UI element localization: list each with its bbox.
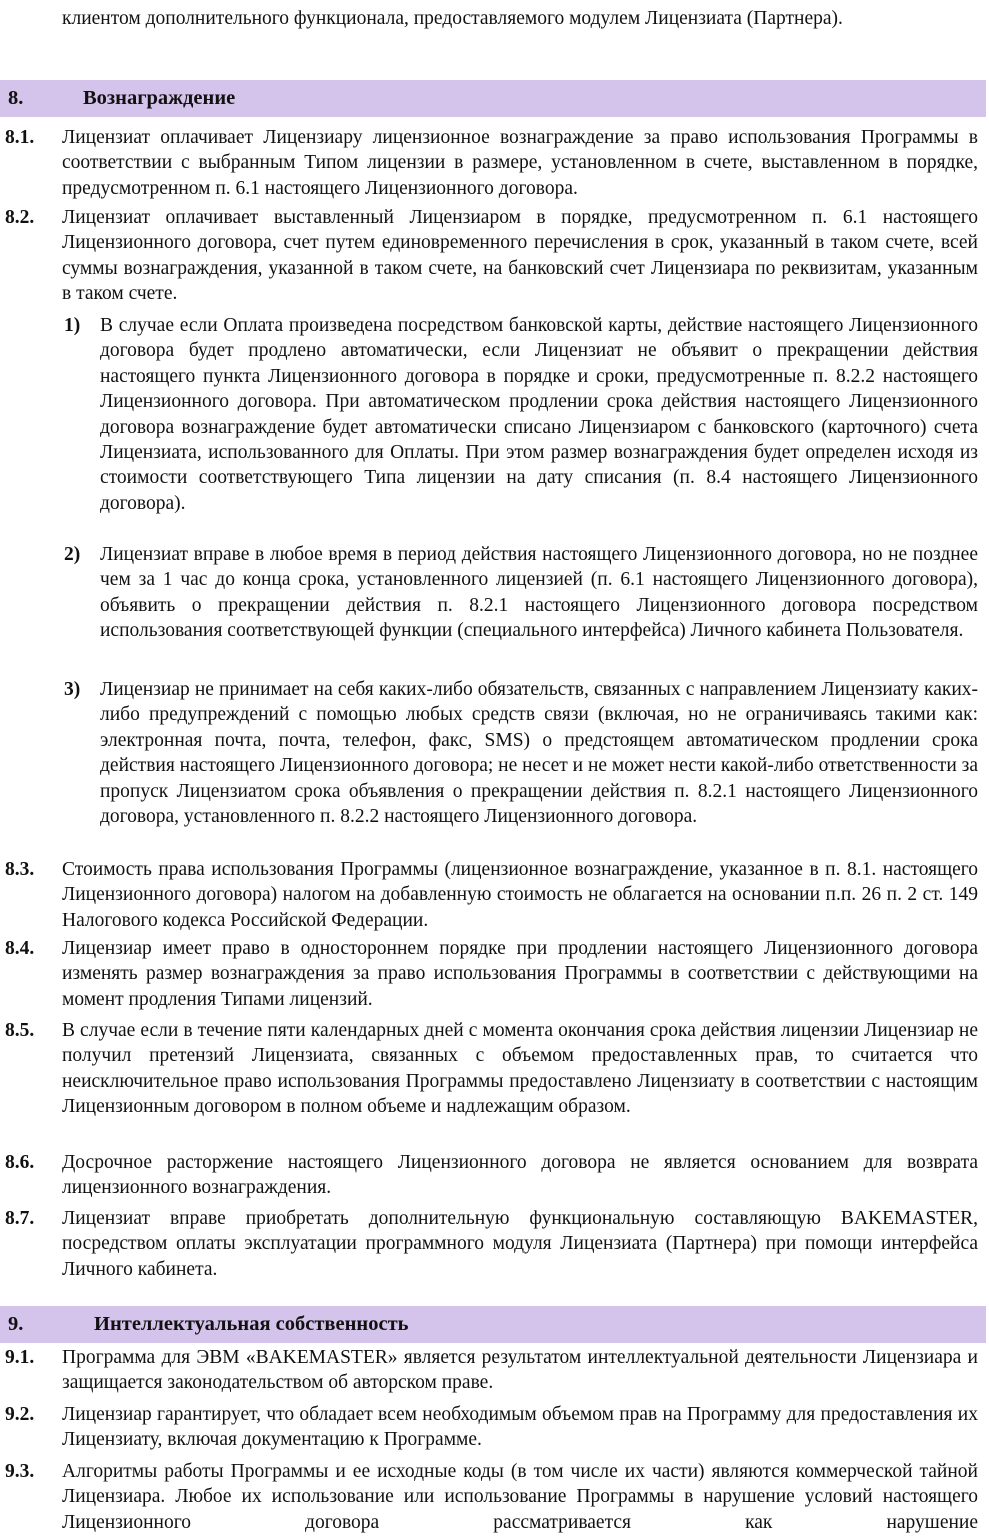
continuation-paragraph: клиентом дополнительного функционала, предоставляемого модулем Лицензиата (Партнера). (62, 8, 843, 29)
clause-number: 8.2. (5, 207, 35, 228)
clause-number: 8.3. (5, 859, 35, 880)
section-number: 9. (8, 1313, 24, 1335)
clause-number: 8.7. (5, 1208, 35, 1229)
clause-number: 9.2. (5, 1404, 35, 1425)
clause-number: 9.1. (5, 1347, 35, 1368)
subclause-number: 1) (64, 315, 81, 336)
clause-text: Программа для ЭВМ «BAKEMASTER» является результатом интеллектуальной деятельности Лицензиара и защищается законодательством об авторском праве. (62, 1347, 978, 1394)
section-title: Интеллектуальная собственность (94, 1313, 409, 1335)
clause-number: 8.1. (5, 127, 35, 148)
section-number: 8. (8, 87, 24, 109)
clause-number: 8.5. (5, 1020, 35, 1041)
clause-text: Лицензиат оплачивает Лицензиару лицензионное вознаграждение за право использования Программы в соответствии с выбранным Типом лицензии в размере, установленном в счете, выставленном в порядке, предусмотренном п. 6.1 настоящего Лицензионного договора. (62, 127, 978, 199)
clause-text: Лицензиат вправе приобретать дополнительную функциональную составляющую BAKEMASTER, посредством оплаты эксплуатации программного модуля Лицензиата (Партнера) при помощи интерфейса Личного кабинета. (62, 1208, 978, 1280)
section-title: Вознаграждение (83, 87, 236, 109)
subclause-text: Лицензиат вправе в любое время в период действия настоящего Лицензионного договора, но не позднее чем за 1 час до конца срока, установленного лицензией (п. 6.1 настоящего Лицензионного договора), объявить о прекращении действия п. 8.2.1 настоящего Лицензионного договора посредством использования соответствующей функции (специального интерфейса) Личного кабинета Пользователя. (100, 544, 978, 642)
clause-text: Лицензиар имеет право в одностороннем порядке при продлении настоящего Лицензионного договора изменять размер вознаграждения за право использования Программы в соответствии с действующими на момент продления Типами лицензий. (62, 938, 978, 1010)
subclause-text: Лицензиар не принимает на себя каких-либо обязательств, связанных с направлением Лицензиату каких-либо предупреждений с помощью любых средств связи (включая, но не ограничиваясь такими как: электронная почта, почта, телефон, факс, SMS) о предстоящем автоматическом продлении срока действия настоящего Лицензионного договора; не несет и не может нести какой-либо ответственности за пропуск Лицензиатом срока объявления о прекращении действия п. 8.2.1 настоящего Лицензионного договора, установленного п. 8.2.2 настоящего Лицензионного договора. (100, 679, 978, 828)
subclause-number: 3) (64, 679, 81, 700)
clause-number: 9.3. (5, 1461, 35, 1482)
section-header-8 (0, 80, 986, 117)
clause-number: 8.4. (5, 938, 35, 959)
clause-number: 8.6. (5, 1152, 35, 1173)
section-header-9 (0, 1306, 986, 1343)
subclause-text: В случае если Оплата произведена посредством банковской карты, действие настоящего Лицензионного договора будет продлено автоматически, если Лицензиат не объявит о прекращении действия настоящего пункта Лицензионного договора в порядке и сроки, предусмотренные п. 8.2.2 настоящего Лицензионного договора. При автоматическом продлении срока действия настоящего Лицензионного договора вознаграждение будет автоматически списано Лицензиаром с банковского (карточного) счета Лицензиата, использованного для Оплаты. При этом размер вознаграждения будет определен исходя из стоимости соответствующего Типа лицензии на дату списания (п. 8.4 настоящего Лицензионного договора). (100, 315, 978, 514)
clause-text: Досрочное расторжение настоящего Лицензионного договора не является основанием для возврата лицензионного вознаграждения. (62, 1152, 978, 1199)
clause-text: Лицензиар гарантирует, что обладает всем необходимым объемом прав на Программу для предоставления их Лицензиату, включая документацию к Программе. (62, 1404, 978, 1451)
clause-text: Лицензиат оплачивает выставленный Лицензиаром в порядке, предусмотренном п. 6.1 настоящего Лицензионного договора, счет путем единовременного перечисления в срок, указанный в таком счете, всей суммы вознаграждения, указанной в таком счете, на банковский счет Лицензиара по реквизитам, указанным в таком счете. (62, 207, 978, 305)
clause-text: Стоимость права использования Программы (лицензионное вознаграждение, указанное в п. 8.1. настоящего Лицензионного договора) налогом на добавленную стоимость не облагается на основании п.п. 26 п. 2 ст. 149 Налогового кодекса Российской Федерации. (62, 859, 978, 931)
clause-text: В случае если в течение пяти календарных дней с момента окончания срока действия лицензии Лицензиар не получил претензий Лицензиата, связанных с объемом предоставленных прав, то считается что неисключительное право использования Программы предоставлено Лицензиату в соответствии с настоящим Лицензионным договором в полном объеме и надлежащим образом. (62, 1020, 978, 1118)
clause-text: Алгоритмы работы Программы и ее исходные коды (в том числе их части) являются коммерческой тайной Лицензиара. Любое их использование или использование Программы в нарушение условий настоящего Лицензионного договора рассматривается как нарушение (62, 1461, 978, 1533)
subclause-number: 2) (64, 544, 81, 565)
